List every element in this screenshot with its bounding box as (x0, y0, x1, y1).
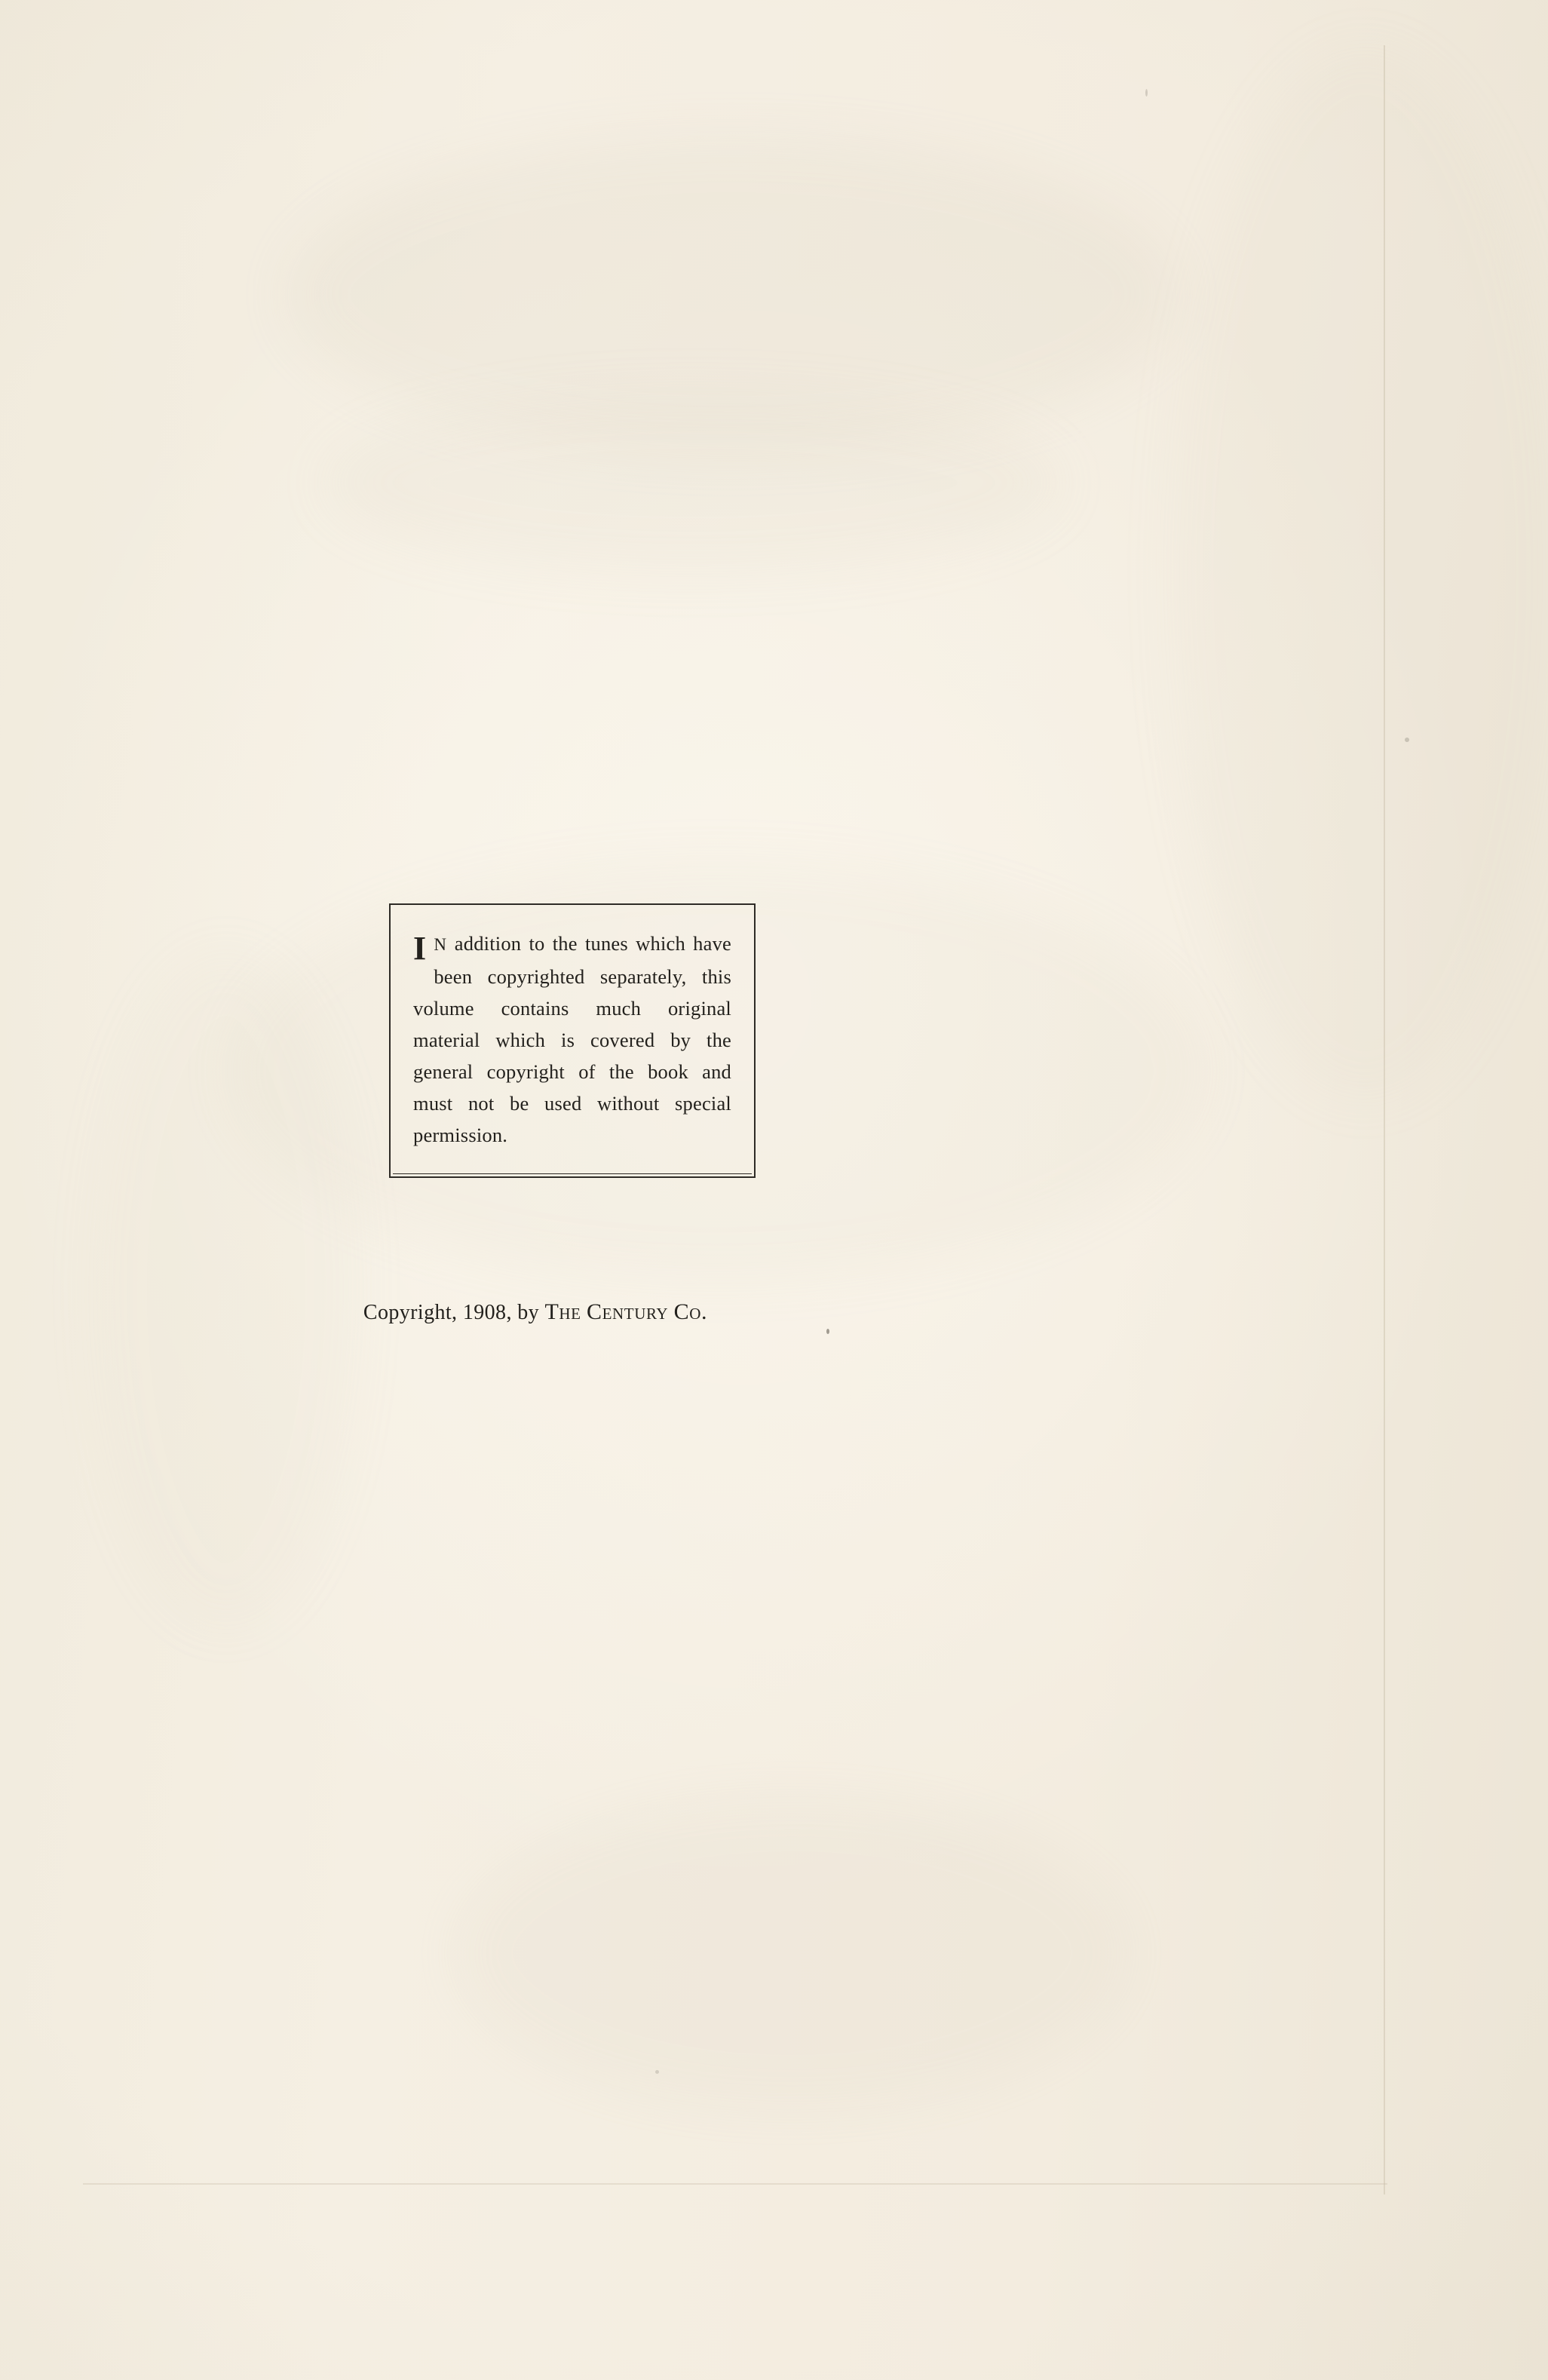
box-inner-rule (393, 1173, 752, 1174)
paper-speck (1405, 738, 1409, 742)
plate-edge-line (1384, 45, 1385, 2194)
paper-speck (655, 2070, 659, 2074)
paper-stain (90, 950, 362, 1629)
paper-stain (287, 136, 1176, 452)
publisher-the: The (544, 1299, 581, 1324)
notice-body-text: addition to the tunes which have been copyrighted separately, this volume contains much original material which is covered by the general copyright of the book and must not be used without special permission. (413, 932, 731, 1146)
publisher-name: Century (586, 1299, 669, 1324)
paper-stain (1169, 45, 1548, 1101)
paper-stain (452, 1795, 1131, 2112)
copyright-notice-box (389, 903, 756, 1178)
copyright-prefix: Copyright, 1908, by (363, 1301, 545, 1324)
copyright-notice-text (413, 928, 731, 1151)
publisher-suffix: Co. (673, 1299, 708, 1324)
notice-lead-letter: N (434, 935, 447, 954)
copyright-statement (0, 1299, 1071, 1325)
paper-speck (826, 1329, 829, 1334)
paper-speck (1145, 89, 1148, 97)
drop-cap-initial: I (413, 930, 427, 967)
paper-stain (324, 392, 1063, 573)
plate-edge-line-bottom (83, 2183, 1387, 2185)
